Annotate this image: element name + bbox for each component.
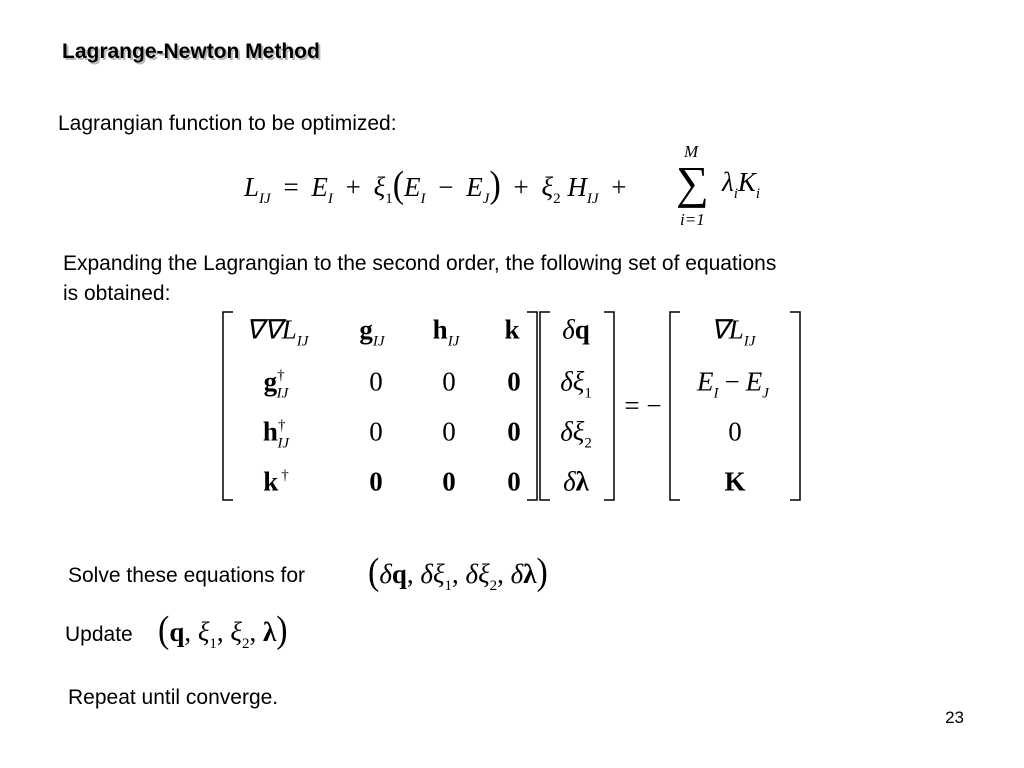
solve-variables: (δq, $\delta\xi_1$, $\delta\xi_2$, δλ) (368, 551, 548, 594)
matrix-cell-3-3: 0 (507, 466, 521, 497)
expanding-text-line2: is obtained: (63, 282, 171, 305)
delta-left-bracket (540, 312, 550, 500)
matrix-left-bracket (223, 312, 233, 500)
matrix-cell-0-0: $\nabla\nabla L_{IJ}$ (245, 314, 309, 350)
matrix-cell-3-2: 0 (442, 466, 456, 497)
matrix-right-bracket (527, 312, 537, 500)
rhs-cell-2: 0 (728, 416, 742, 447)
matrix-cell-3-1: 0 (369, 466, 383, 497)
slide-title: Lagrange-Newton Method (62, 40, 320, 63)
matrix-cell-2-1: 0 (369, 416, 383, 447)
matrix-cell-1-3: 0 (507, 366, 521, 397)
matrix-cell-2-0: $h^\dagger_{IJ}$ (262, 416, 290, 452)
matrix-cell-0-1: $g_{IJ}$ (359, 314, 385, 350)
lagrangian-equation: $L_{IJ} = E_I + \xi_1(E_I - E_J) + \xi_2$ $H_{IJ}$ + (244, 164, 627, 207)
matrix-cell-1-2: 0 (442, 366, 456, 397)
repeat-text: Repeat until converge. (68, 686, 279, 709)
matrix-cell-0-3: k (504, 314, 520, 345)
matrix-cell-2-2: 0 (442, 416, 456, 447)
equals-minus: = − (624, 390, 662, 421)
matrix-cell-1-0: $g^\dagger_{IJ}$ (263, 366, 289, 402)
matrix-cell-1-1: 0 (369, 366, 383, 397)
delta-right-bracket (604, 312, 614, 500)
intro-text: Lagrangian function to be optimized: (58, 112, 397, 135)
sum-upper-limit: M (684, 142, 699, 161)
delta-cell-1: $\delta\xi_1$ (560, 366, 592, 402)
update-variables: (q, $\xi_1$, $\xi_2$, λ) (158, 609, 288, 652)
solve-text: Solve these equations for (68, 564, 305, 587)
expanding-text-line1: Expanding the Lagrangian to the second order, the following set of equations (63, 252, 777, 275)
page-number: 23 (945, 708, 964, 727)
rhs-cell-1: $E_I - E_J$ (697, 366, 769, 402)
sum-symbol: ∑ (676, 157, 709, 208)
lhs-L: L (244, 172, 260, 202)
matrix-cell-2-3: 0 (507, 416, 521, 447)
update-text: Update (65, 623, 133, 646)
matrix-cell-3-0: k † (263, 466, 289, 497)
delta-cell-3: δλ (563, 466, 589, 497)
lambda-K-term: $\lambda_iK_i$ (722, 167, 761, 202)
matrix-cell-0-2: $h_{IJ}$ (432, 314, 460, 350)
rhs-right-bracket (790, 312, 800, 500)
rhs-cell-0: $\nabla L_{IJ}$ (710, 314, 756, 350)
delta-cell-0: δq (562, 314, 590, 345)
rhs-cell-3: K (724, 466, 746, 497)
sum-lower-limit: i=1 (680, 210, 705, 229)
rhs-left-bracket (670, 312, 680, 500)
delta-cell-2: $\delta\xi_2$ (560, 416, 592, 452)
